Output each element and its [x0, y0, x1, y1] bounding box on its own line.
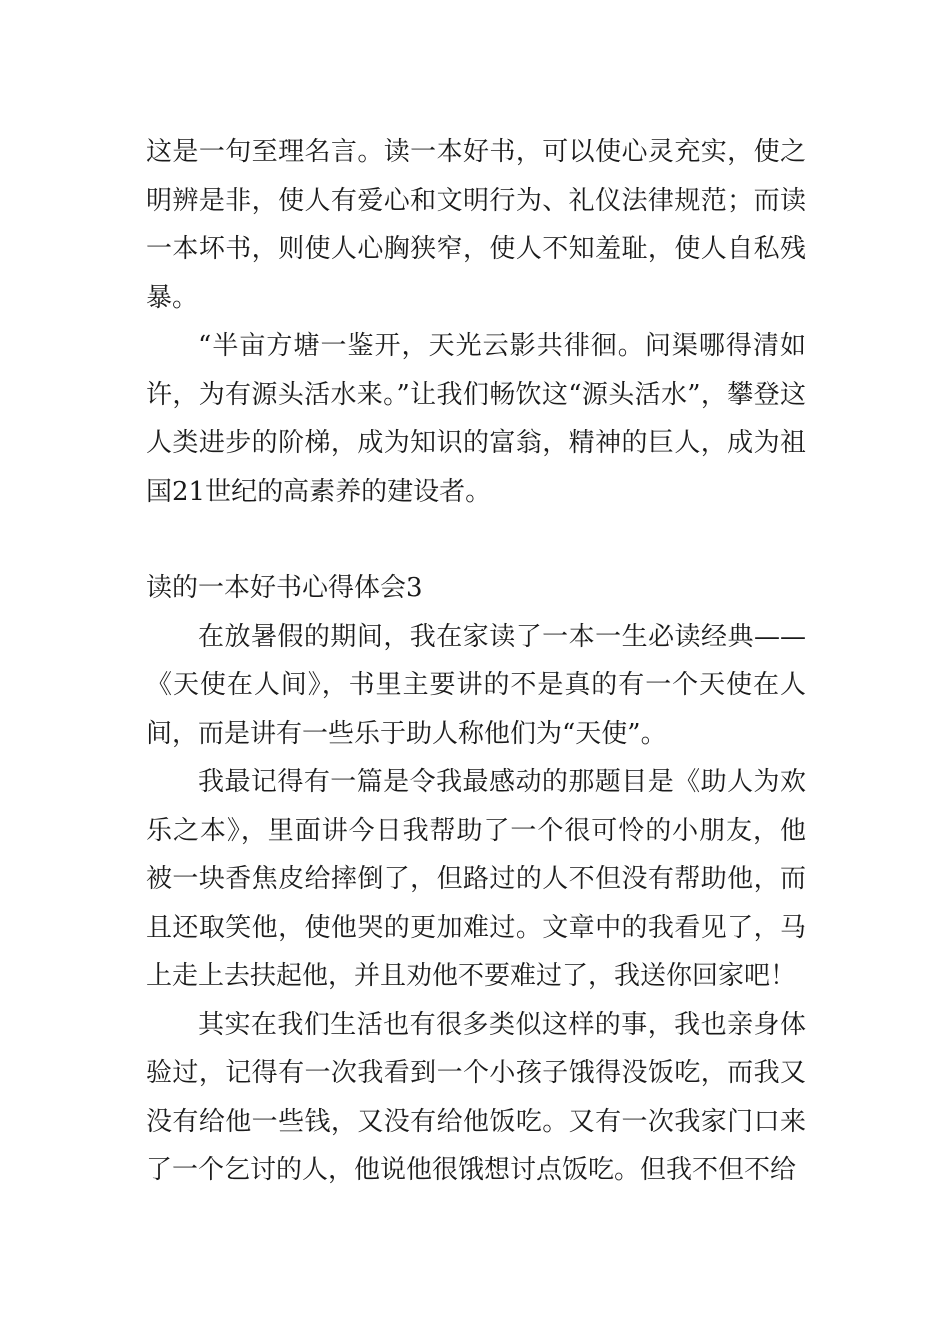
section-heading: 读的一本好书心得体会3: [146, 573, 423, 603]
paragraph-2: “半亩方塘一鉴开，天光云影共徘徊。问渠哪得清如许，为有源头活水来。”让我们畅饮这“源头活水”，攀登这人类进步的阶梯，成为知识的富翁，精神的巨人，成为祖国21世纪的高素养的建设者。: [146, 331, 806, 507]
paragraph-1: 这是一句至理名言。读一本好书，可以使心灵充实，使之明辨是非，使人有爱心和文明行为、礼仪法律规范；而读一本坏书，则使人心胸狭窄，使人不知羞耻，使人自私残暴。: [146, 137, 806, 313]
paragraph-5: 其实在我们生活也有很多类似这样的事，我也亲身体验过，记得有一次我看到一个小孩子饿得没饭吃，而我又没有给他一些钱，又没有给他饭吃。又有一次我家门口来了一个乞讨的人，他说他很饿想讨点饭吃。但我不但不给: [146, 1009, 806, 1185]
document-body: [146, 128, 806, 1195]
paragraph-3: 在放暑假的期间，我在家读了一本一生必读经典——《天使在人间》，书里主要讲的不是真的有一个天使在人间，而是讲有一些乐于助人称他们为“天使”。: [146, 621, 806, 749]
paragraph-4: 我最记得有一篇是令我最感动的那题目是《助人为欢乐之本》，里面讲今日我帮助了一个很可怜的小朋友，他被一块香焦皮给摔倒了，但路过的人不但没有帮助他，而且还取笑他，使他哭的更加难过。文章中的我看见了，马上走上去扶起他，并且劝他不要难过了，我送你回家吧！: [146, 767, 806, 991]
